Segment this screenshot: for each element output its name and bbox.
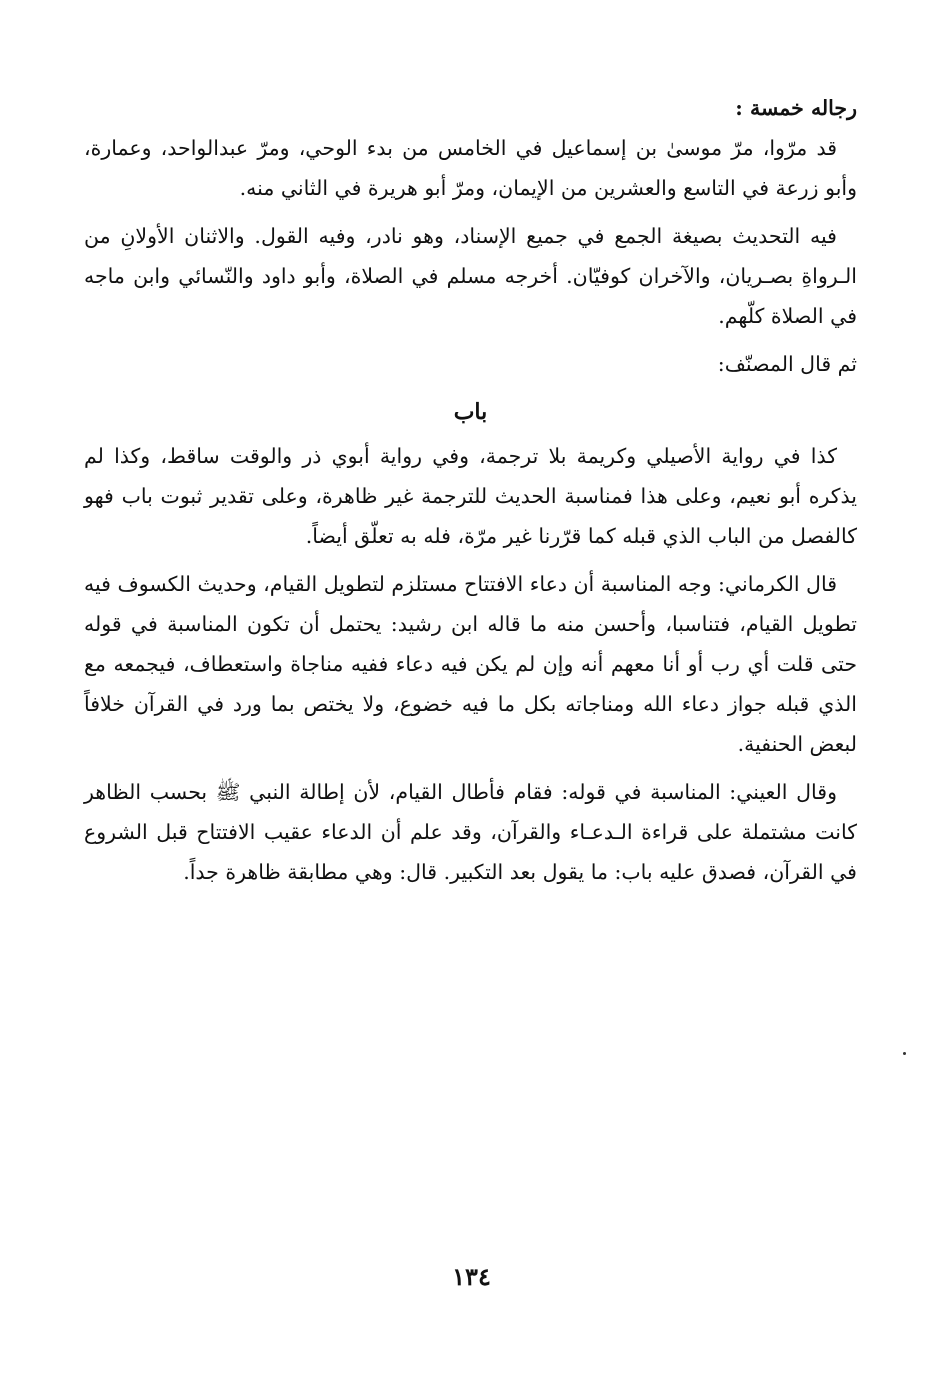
paragraph-chain-note: فيه التحديث بصيغة الجمع في جميع الإسناد، وهو نادر، وفيه القول. والاثنان الأولانِ من الـرواةِ بصـريان، والآخران كوفيّان. أخرجه مسلم في الصلاة، وأبو داود والنّسائي وابن ماجه في الصلاة كلّهم. (84, 224, 857, 328)
page-number: ١٣٤ (452, 1262, 491, 1291)
author-said-line: ثم قال المصنّف: (717, 352, 857, 376)
paragraph-aini: وقال العيني: المناسبة في قوله: فقام فأطال القيام، لأن إطالة النبي ﷺ بحسب الظاهر كانت مشتملة على قراءة الـدعـاء والقرآن، وقد علم أن الدعاء عقيب الافتتاح قبل الشروع في القرآن، فصدق عليه باب: ما يقول بعد التكبير. قال: وهي مطابقة ظاهرة جداً. (84, 780, 857, 884)
narrators-heading: رجاله خمسة : (735, 96, 857, 120)
paragraph-riwaya: كذا في رواية الأصيلي وكريمة بلا ترجمة، وفي رواية أبوي ذر والوقت ساقط، وكذا لم يذكره أبو نعيم، وعلى هذا فمناسبة الحديث للترجمة غير ظاهرة، وعلى تقدير ثبوت باب فهو كالفصل من الباب الذي قبله كما قرّرنا غير مرّة، فله به تعلّق أيضاً. (84, 444, 857, 548)
paragraph-narrators: قد مرّوا، مرّ موسىٰ بن إسماعيل في الخامس من بدء الوحي، ومرّ عبدالواحد، وعمارة، وأبو زرعة في التاسع والعشرين من الإيمان، ومرّ أبو هريرة في الثاني منه. (84, 136, 857, 200)
paragraph-kirmani: قال الكرماني: وجه المناسبة أن دعاء الافتتاح مستلزم لتطويل القيام، وحديث الكسوف فيه تطويل القيام، فتناسبا، وأحسن منه ما قاله ابن رشيد: يحتمل أن تكون المناسبة في قوله حتى قلت أي رب أو أنا معهم أنه وإن لم يكن فيه دعاء ففيه مناجاة واستعطاف، فيجمعه مع الذي قبله جواز دعاء الله ومناجاته بكل ما فيه خضوع، ولا يختص بما ورد في القرآن خلافاً لبعض الحنفية. (84, 572, 857, 756)
page-body (84, 88, 857, 900)
scan-speck (903, 1052, 906, 1055)
section-heading: باب (453, 399, 488, 425)
